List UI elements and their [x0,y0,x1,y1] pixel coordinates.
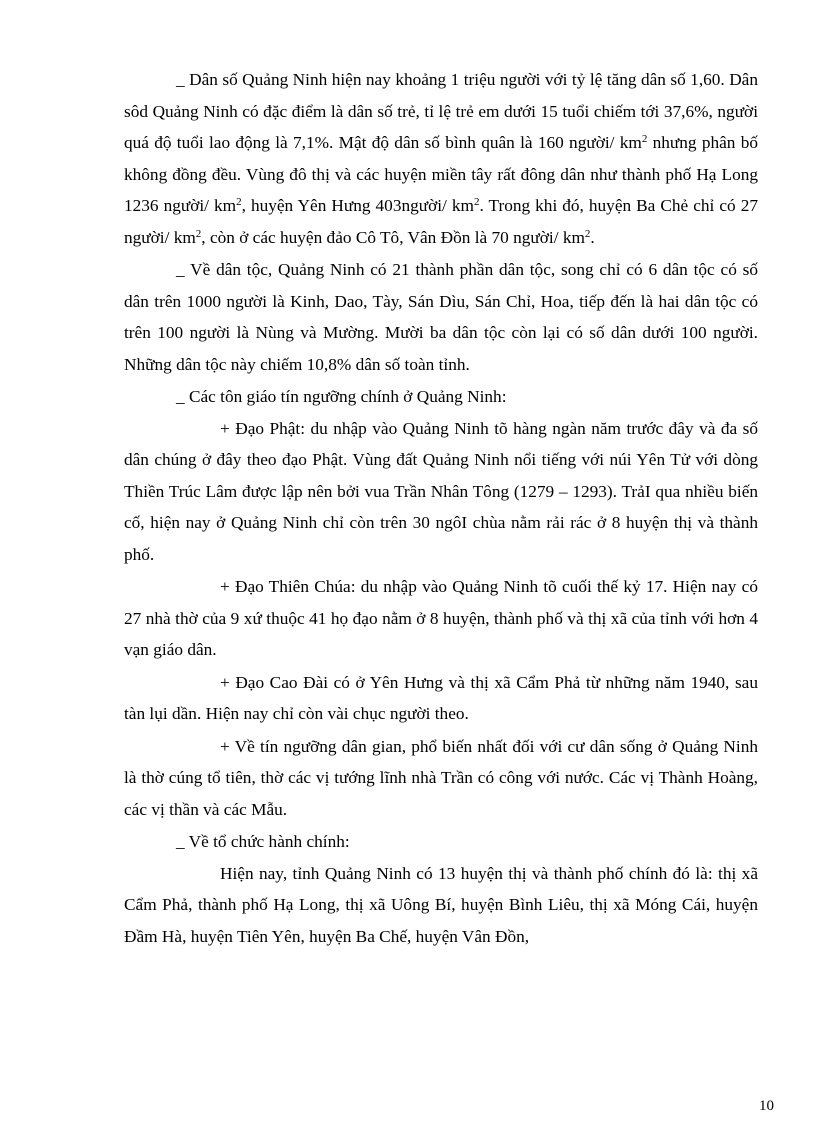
paragraph-buddhism: + Đạo Phật: du nhập vào Quảng Ninh tõ hàng ngàn năm trước đây và đa số dân chúng ở đây theo đạo Phật. Vùng đất Quảng Ninh nổi tiếng với núi Yên Tử với dòng Thiền Trúc Lâm được lập nên bởi vua Trần Nhân Tông (1279 – 1293). TrảI qua nhiều biến cố, hiện nay ở Quảng Ninh chỉ còn trên 30 ngôI chùa nằm rải rác ở 8 huyện thị và thành phố. [124,418,758,564]
population-text-1: _ Dân số Quảng Ninh hiện nay khoảng 1 triệu người với tỷ lệ tăng dân số 1,60. Dân sôd Quảng Ninh có đặc điểm là dân số trẻ, tỉ lệ trẻ em dưới 15 tuổi chiếm tới 37,6%, người quá độ tuổi lao động là 7,1%. Mật độ dân số bình quân là 160 người/ km [124,70,758,152]
paragraph-catholicism: + Đạo Thiên Chúa: du nhập vào Quảng Ninh tõ cuối thế kỷ 17. Hiện nay có 27 nhà thờ của 9 xứ thuộc 41 họ đạo nằm ở 8 huyện, thành phố và thị xã của tỉnh với hơn 4 vạn giáo dân. [124,577,758,659]
page-number: 10 [759,1098,774,1114]
population-text-6: . [590,227,595,247]
paragraph-folk-belief: + Về tín ngưỡng dân gian, phổ biến nhất đối với cư dân sống ở Quảng Ninh là thờ cúng tổ tiên, thờ các vị tướng lĩnh nhà Trần có công với nước. Các vị Thành Hoàng, các vị thần và các Mẫu. [124,736,758,819]
population-text-3: , huyện Yên Hưng 403người/ km [241,196,474,215]
paragraph-caodai: + Đạo Cao Đài có ở Yên Hưng và thị xã Cẩm Phả từ những năm 1940, sau tàn lụi dần. Hiện nay chỉ còn vài chục người theo. [124,672,758,723]
paragraph-administration: Hiện nay, tỉnh Quảng Ninh có 13 huyện thị và thành phố chính đó là: thị xã Cẩm Phả, thành phố Hạ Long, thị xã Uông Bí, huyện Bình Liêu, thị xã Móng Cái, huyện Đầm Hà, huyện Tiên Yên, huyện Ba Chế, huyện Vân Đồn, [124,863,758,946]
superscript-2: 2 [195,227,202,240]
paragraph-ethnicity: _ Về dân tộc, Quảng Ninh có 21 thành phần dân tộc, song chỉ có 6 dân tộc có số dân trên 1000 người là Kinh, Dao, Tày, Sán Dìu, Sán Chỉ, Hoa, tiếp đến là hai dân tộc có trên 100 người là Nùng và Mường. Mười ba dân tộc còn lại có số dân dưới 100 người. Những dân tộc này chiếm 10,8% dân số toàn tỉnh. [124,260,758,374]
paragraph-administration-heading: _ Về tổ chức hành chính: [176,832,350,851]
superscript-2: 2 [236,196,242,208]
population-text-4: . Trong khi đó, huyện Ba Chẻ chỉ có 27 người/ km [124,196,759,247]
superscript-2: 2 [584,227,591,240]
paragraph-population [124,64,758,253]
document-page [124,64,758,952]
population-text-5: , còn ở các huyện đảo Cô Tô, Vân Đồn là 70 người/ km [201,227,585,247]
population-text-2: nhưng phân bố không đồng đều. Vùng đô thị và các huyện miền tây rất đông dân như thành phố Hạ Long 1236 người/ km [124,133,758,215]
superscript-2: 2 [641,133,648,145]
paragraph-religion-heading: _ Các tôn giáo tín ngưỡng chính ở Quảng Ninh: [176,387,507,406]
superscript-2: 2 [473,196,480,208]
